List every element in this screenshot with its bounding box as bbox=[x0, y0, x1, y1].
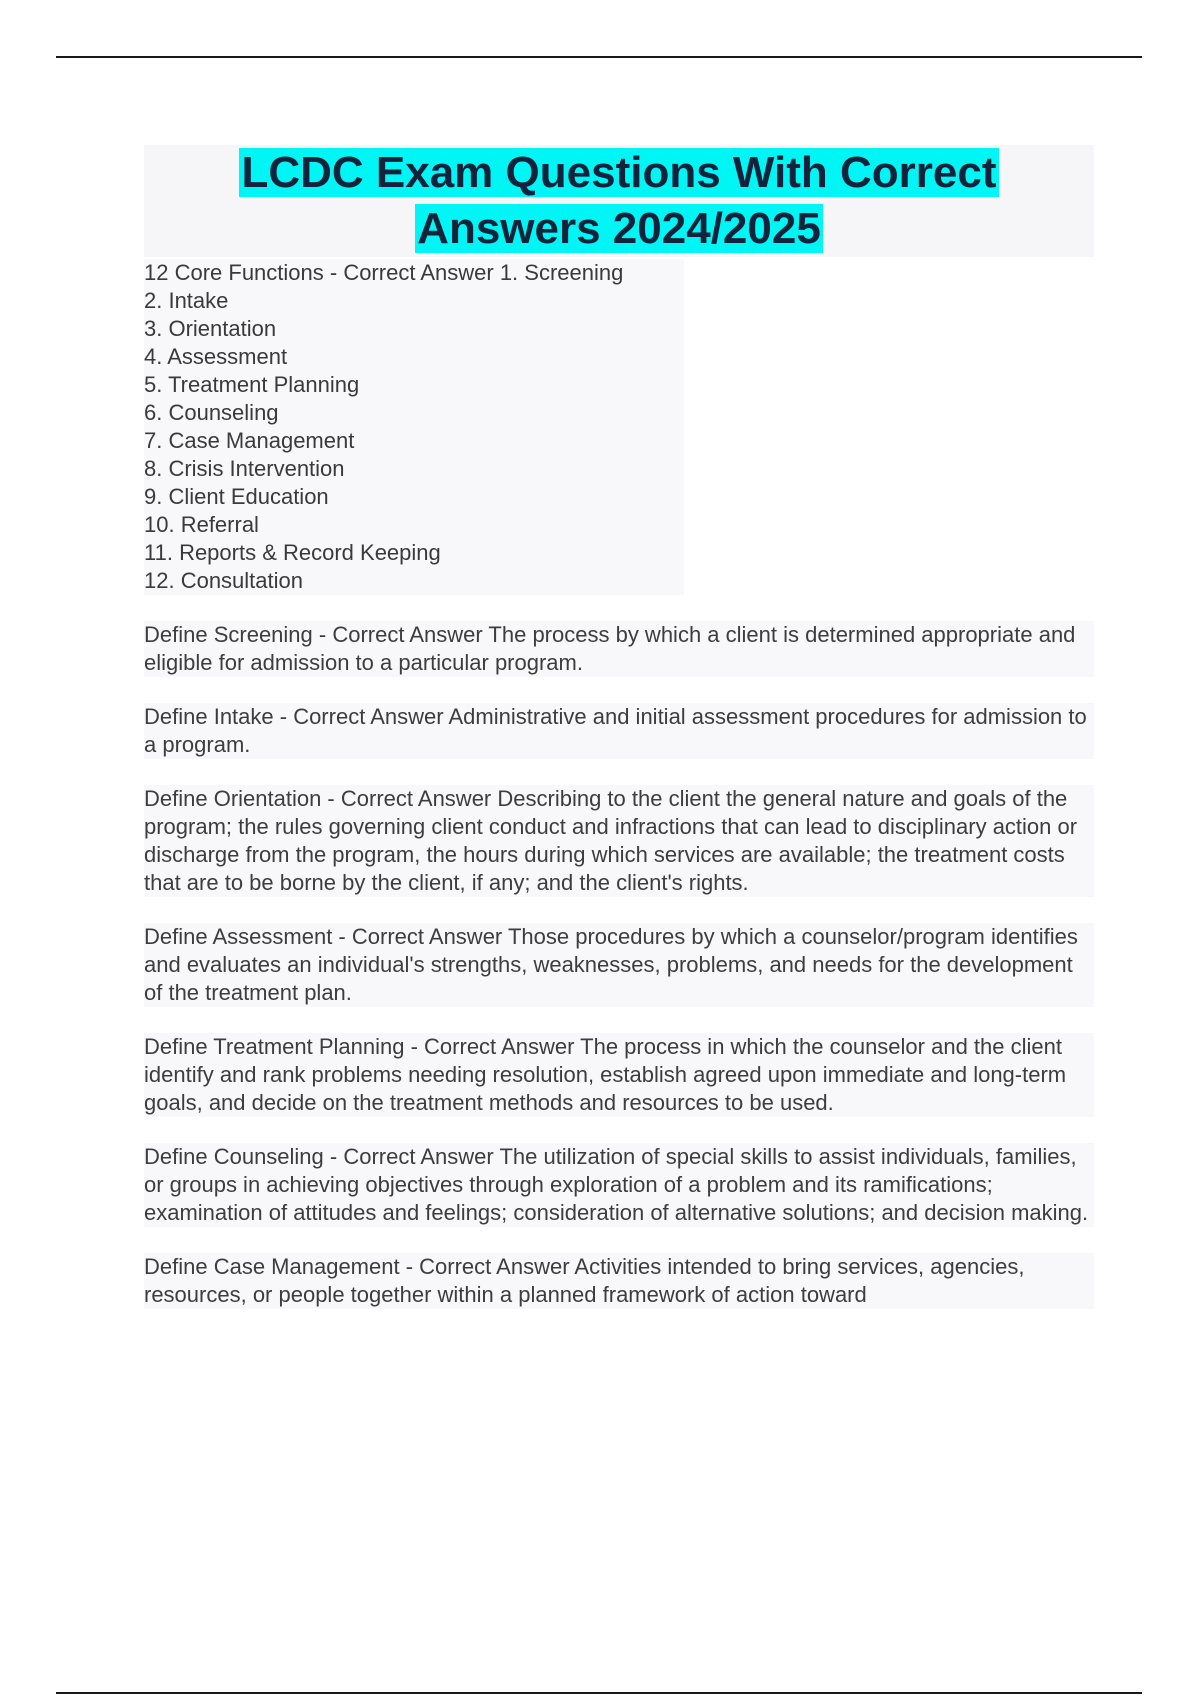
core-functions-first-line bbox=[144, 259, 684, 287]
answer-text: Correct Answer Administrative and initial assessment procedures for admission to a program. bbox=[144, 704, 1087, 757]
qa-screening bbox=[144, 621, 1094, 677]
answer-text: Correct Answer Describing to the client the general nature and goals of the program; the rules governing client conduct and infractions that can lead to disciplinary action or discharge from the program, the hours during which services are available; the treatment costs that are to be borne by the client, if any; and the client's rights. bbox=[144, 786, 1078, 895]
list-item: 11. Reports & Record Keeping bbox=[144, 540, 441, 565]
list-item: 5. Treatment Planning bbox=[144, 372, 360, 397]
title-block bbox=[144, 145, 1094, 257]
core-functions-answer-prefix: Correct Answer bbox=[343, 260, 500, 285]
list-item: 3. Orientation bbox=[144, 316, 277, 341]
qa-treatment-planning bbox=[144, 1033, 1094, 1117]
document-body bbox=[144, 145, 1094, 1309]
qa-orientation bbox=[144, 785, 1094, 897]
list-item: 6. Counseling bbox=[144, 400, 279, 425]
qa-counseling bbox=[144, 1143, 1094, 1227]
list-item: 4. Assessment bbox=[144, 344, 288, 369]
core-functions-question: 12 Core Functions - bbox=[144, 260, 344, 285]
core-functions-block bbox=[144, 259, 684, 595]
qa-assessment bbox=[144, 923, 1094, 1007]
question-text: Define Intake - bbox=[144, 704, 294, 729]
core-functions-first-item: 1. Screening bbox=[499, 260, 624, 285]
question-text: Define Assessment - bbox=[144, 924, 352, 949]
list-item: 10. Referral bbox=[144, 512, 259, 537]
top-rule bbox=[56, 56, 1142, 58]
bottom-rule bbox=[56, 1692, 1142, 1694]
list-item: 2. Intake bbox=[144, 288, 229, 313]
question-text: Define Treatment Planning - bbox=[144, 1034, 425, 1059]
list-item: 8. Crisis Intervention bbox=[144, 456, 345, 481]
list-item: 7. Case Management bbox=[144, 428, 355, 453]
qa-case-management bbox=[144, 1253, 1094, 1309]
answer-text: Correct Answer Those procedures by which a counselor/program identifies and evaluates an individual's strengths, weaknesses, problems, and needs for the development of the treatment plan. bbox=[144, 924, 1078, 1005]
answer-text: Correct Answer The process in which the counselor and the client identify and rank problems needing resolution, establish agreed upon immediate and long-term goals, and decide on the treatment methods and resources to be used. bbox=[144, 1034, 1067, 1115]
document-title: LCDC Exam Questions With Correct Answers 2024/2025 bbox=[241, 148, 997, 253]
answer-text: Correct Answer The process by which a client is determined appropriate and eligible for admission to a particular program. bbox=[144, 622, 1076, 675]
list-item: 12. Consultation bbox=[144, 568, 303, 593]
question-text: Define Screening - bbox=[144, 622, 333, 647]
list-item: 9. Client Education bbox=[144, 484, 329, 509]
answer-text: Correct Answer Activities intended to bring services, agencies, resources, or people together within a planned framework of action toward bbox=[144, 1254, 1025, 1307]
question-text: Define Counseling - bbox=[144, 1144, 344, 1169]
qa-intake bbox=[144, 703, 1094, 759]
answer-text: Correct Answer The utilization of special skills to assist individuals, families, or groups in achieving objectives through exploration of a problem and its ramifications; examination of attitudes and feelings; consideration of alternative solutions; and decision making. bbox=[144, 1144, 1089, 1225]
question-text: Define Orientation - bbox=[144, 786, 341, 811]
question-text: Define Case Management - bbox=[144, 1254, 420, 1279]
